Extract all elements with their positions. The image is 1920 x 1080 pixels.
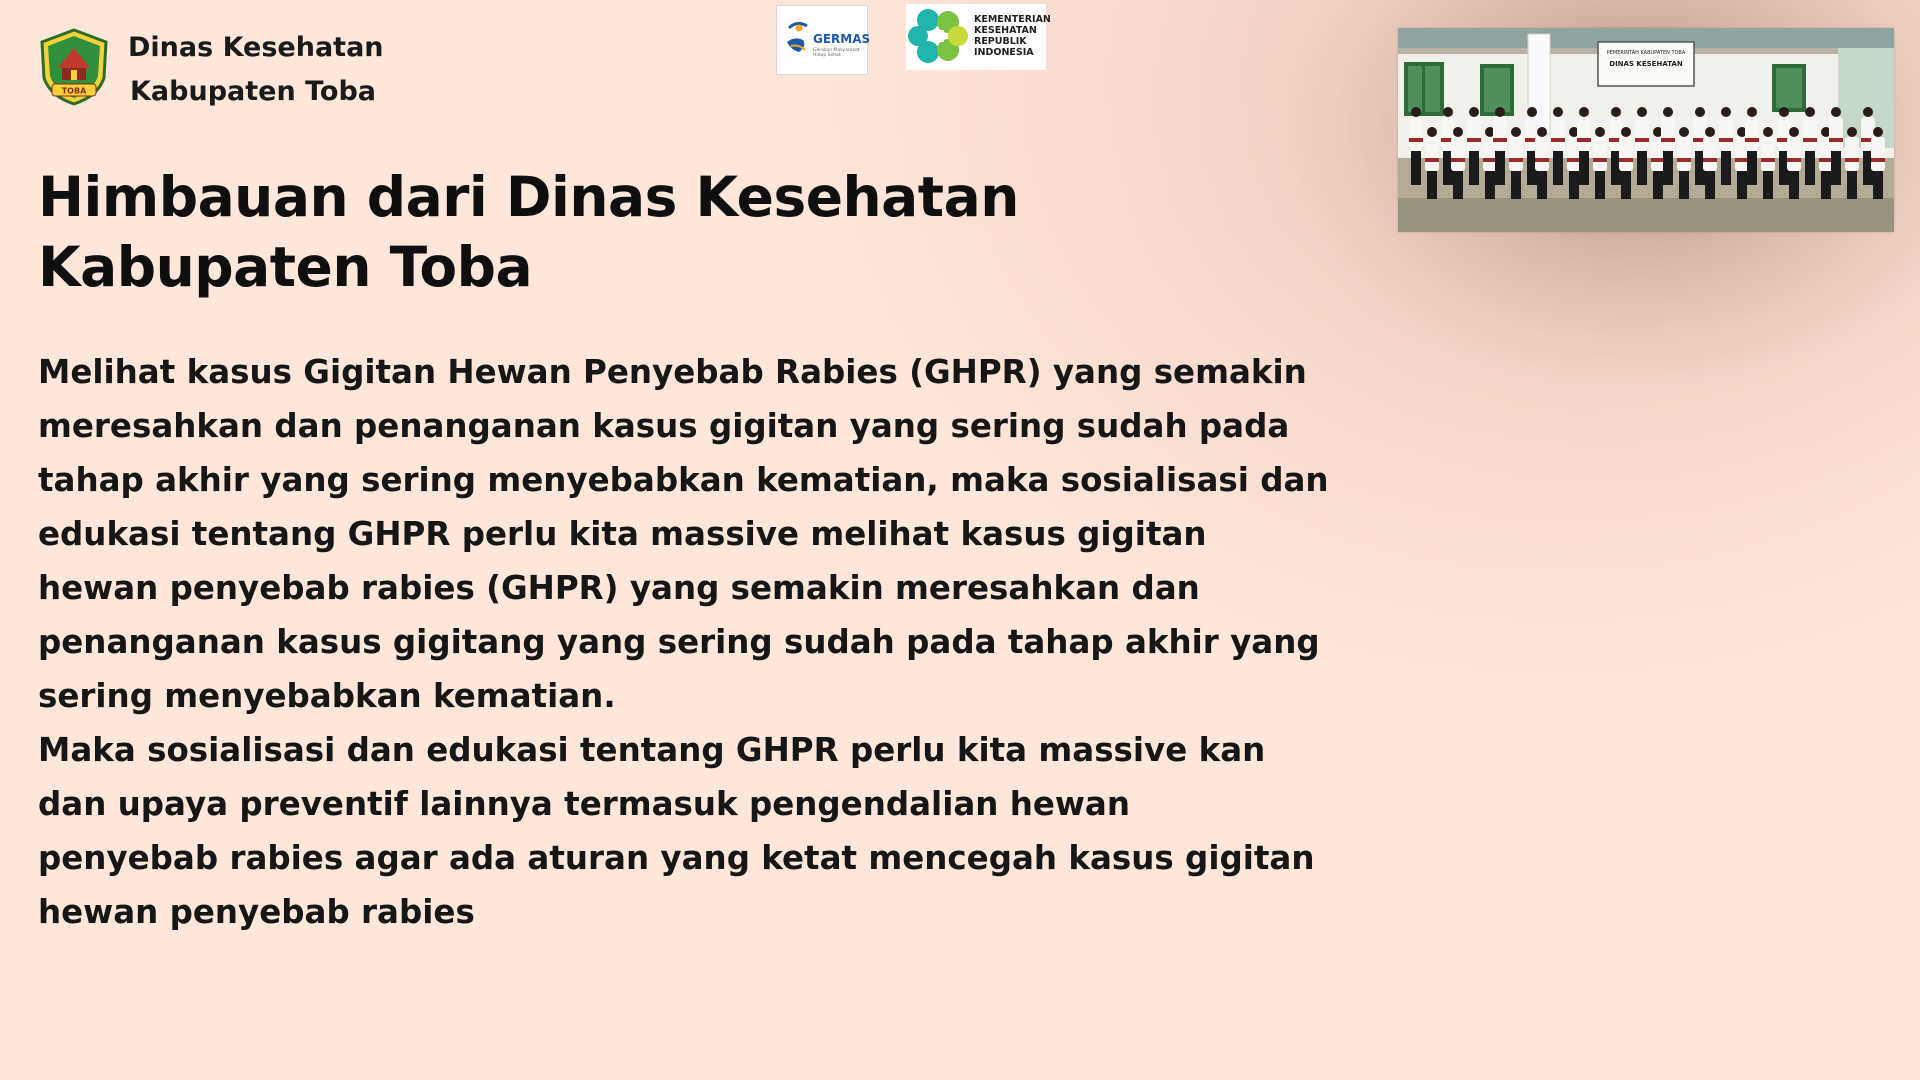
body-line: penanganan kasus gigitang yang sering sudah pada tahap akhir yang bbox=[38, 623, 1320, 661]
body-line: hewan penyebab rabies (GHPR) yang semakin meresahkan dan bbox=[38, 569, 1200, 607]
body-line: meresahkan dan penanganan kasus gigitan yang sering sudah pada bbox=[38, 407, 1290, 445]
person-figure bbox=[1677, 127, 1691, 199]
body-line: edukasi tentang GHPR perlu kita massive melihat kasus gigitan bbox=[38, 515, 1207, 553]
person-figure bbox=[1509, 127, 1523, 199]
person-figure bbox=[1787, 127, 1801, 199]
person-figure bbox=[1871, 127, 1885, 199]
organization-name bbox=[128, 26, 384, 114]
body-line: penyebab rabies agar ada aturan yang ketat mencegah kasus gigitan bbox=[38, 839, 1315, 877]
germas-logo-subtext: Gerakan Masyarakat Hidup Sehat bbox=[813, 48, 860, 58]
person-figure bbox=[1493, 107, 1507, 185]
photo-sign-subtitle: DINAS KESEHATAN bbox=[1609, 60, 1683, 68]
body-line: tahap akhir yang sering menyebabkan kematian, maka sosialisasi dan bbox=[38, 461, 1329, 499]
body-line: hewan penyebab rabies bbox=[38, 893, 475, 931]
page-title bbox=[38, 162, 1158, 302]
kemenkes-logo bbox=[906, 4, 1051, 70]
person-figure bbox=[1551, 107, 1565, 185]
org-name-line-2: Kabupaten Toba bbox=[130, 76, 377, 107]
person-figure bbox=[1577, 107, 1591, 185]
person-figure bbox=[1661, 107, 1675, 185]
person-figure bbox=[1619, 127, 1633, 199]
page-title-line-2: Kabupaten Toba bbox=[38, 235, 533, 299]
kemenkes-line-4: INDONESIA bbox=[974, 47, 1034, 58]
body-line: dan upaya preventif lainnya termasuk pengendalian hewan bbox=[38, 785, 1130, 823]
org-name-line-1: Dinas Kesehatan bbox=[128, 32, 384, 63]
person-figure bbox=[1703, 127, 1717, 199]
person-figure bbox=[1845, 127, 1859, 199]
person-figure bbox=[1467, 107, 1481, 185]
page-title-line-1: Himbauan dari Dinas Kesehatan bbox=[38, 165, 1019, 229]
body-line: Maka sosialisasi dan edukasi tentang GHPR perlu kita massive kan bbox=[38, 731, 1266, 769]
person-figure bbox=[1761, 127, 1775, 199]
person-figure bbox=[1719, 107, 1733, 185]
person-figure bbox=[1803, 107, 1817, 185]
person-figure bbox=[1535, 127, 1549, 199]
germas-logo bbox=[776, 5, 871, 75]
announcement-body bbox=[38, 345, 1398, 939]
person-figure bbox=[1593, 127, 1607, 199]
person-figure bbox=[1425, 127, 1439, 199]
person-figure bbox=[1745, 107, 1759, 185]
kemenkes-line-3: REPUBLIK bbox=[974, 36, 1027, 47]
person-figure bbox=[1409, 107, 1423, 185]
staff-group-photo bbox=[1398, 28, 1894, 232]
toba-emblem-logo bbox=[38, 28, 110, 106]
kemenkes-line-2: KESEHATAN bbox=[974, 25, 1037, 36]
person-figure bbox=[1635, 107, 1649, 185]
germas-logo-text: GERMAS bbox=[813, 32, 871, 46]
photo-sign-title: PEMERINTAH KABUPATEN TOBA bbox=[1606, 50, 1686, 56]
kemenkes-logo-text bbox=[974, 14, 1051, 58]
body-line: sering menyebabkan kematian. bbox=[38, 677, 616, 715]
person-figure bbox=[1451, 127, 1465, 199]
person-figure bbox=[1829, 107, 1843, 185]
emblem-label: TOBA bbox=[61, 86, 87, 96]
kemenkes-line-1: KEMENTERIAN bbox=[974, 14, 1051, 25]
body-line: Melihat kasus Gigitan Hewan Penyebab Rabies (GHPR) yang semakin bbox=[38, 353, 1307, 391]
